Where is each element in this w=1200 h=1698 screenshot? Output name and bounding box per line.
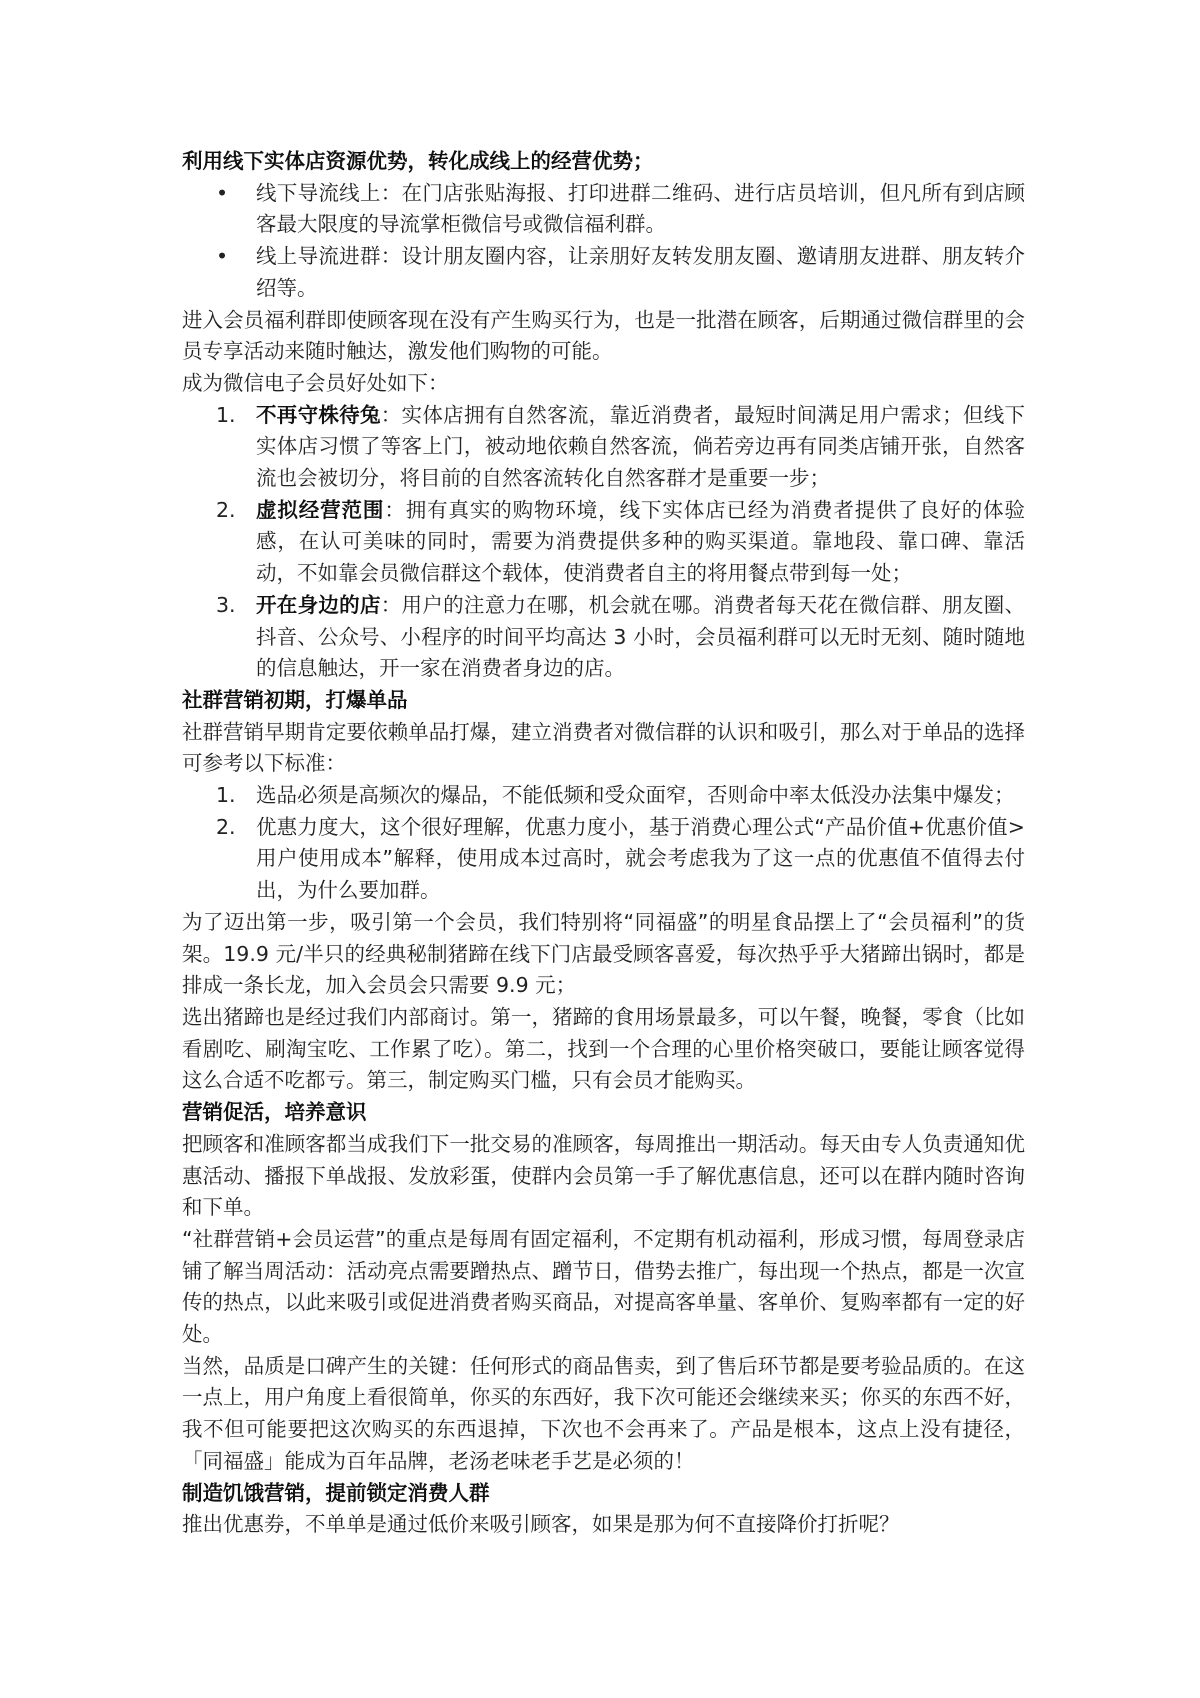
paragraph: 当然，品质是口碑产生的关键：任何形式的商品售卖，到了售后环节都是要考验品质的。在这一点上，用户角度上看很简单，你买的东西好，我下次可能还会继续来买；你买的东西不好，我不但可能要把这次购买的东西退掉，下次也不会再来了。产品是根本，这点上没有捷径，「同福盛」能成为百年品牌，老汤老味老手艺是必须的！ [182, 1353, 1025, 1473]
bullet-icon: • [216, 180, 229, 205]
heading-offline-advantage: 利用线下实体店资源优势，转化成线上的经营优势； [182, 149, 654, 173]
list-item-text: 优惠力度大，这个很好理解，优惠力度小，基于消费心理公式“产品价值+优惠价值>用户使用成本”解释，使用成本过高时，就会考虑我为了这一点的优惠值不值得去付出，为什么要加群。 [256, 814, 1025, 903]
paragraph: 为了迈出第一步，吸引第一个会员，我们特别将“同福盛”的明星食品摆上了“会员福利”的货架。19.9 元/半只的经典秘制猪蹄在线下门店最受顾客喜爱，每次热乎乎大猪蹄出锅时，都是排成一条长龙，加入会员会只需要 9.9 元； [182, 909, 1025, 998]
paragraph: 选出猪蹄也是经过我们内部商讨。第一，猪蹄的食用场景最多，可以午餐，晚餐，零食（比如看剧吃、刷淘宝吃、工作累了吃）。第二，找到一个合理的心里价格突破口，要能让顾客觉得这么合适不吃都亏。第三，制定购买门槛，只有会员才能购买。 [182, 1004, 1025, 1093]
list-item-title: 不再守株待兔 [256, 402, 381, 427]
heading-early-marketing: 社群营销初期，打爆单品 [182, 687, 408, 712]
paragraph: 把顾客和准顾客都当成我们下一批交易的准顾客，每周推出一期活动。每天由专人负责通知优惠活动、播报下单战报、发放彩蛋，使群内会员第一手了解优惠信息，还可以在群内随时咨询和下单。 [182, 1131, 1025, 1220]
list-item [182, 780, 1025, 812]
list-item [182, 495, 1025, 590]
document-page [182, 146, 1025, 1541]
list-item-text: ：用户的注意力在哪，机会就在哪。消费者每天花在微信群、朋友圈、抖音、公众号、小程序的时间平均高达 3 小时，会员福利群可以无时无刻、随时随地的信息触达，开一家在消费者身边的店。 [256, 592, 1025, 681]
list-item-title: 虚拟经营范围 [256, 497, 385, 522]
list-item [182, 590, 1025, 685]
list-item-text: 选品必须是高频次的爆品，不能低频和受众面窄，否则命中率太低没办法集中爆发； [256, 783, 1015, 808]
list-item [182, 812, 1025, 907]
paragraph: 进入会员福利群即使顾客现在没有产生购买行为，也是一批潜在顾客，后期通过微信群里的会员专享活动来随时触达，激发他们购物的可能。 [182, 307, 1025, 364]
benefits-list [182, 400, 1025, 685]
list-number: 2. [216, 497, 236, 522]
paragraph: “社群营销+会员运营”的重点是每周有固定福利，不定期有机动福利，形成习惯，每周登录店铺了解当周活动：活动亮点需要蹭热点、蹭节日，借势去推广，每出现一个热点，都是一次宣传的热点，以此来吸引或促进消费者购买商品，对提高客单量、客单价、复购率都有一定的好处。 [182, 1226, 1025, 1347]
heading-hunger-marketing: 制造饥饿营销，提前锁定消费人群 [182, 1480, 490, 1505]
list-number: 2. [216, 814, 236, 839]
list-number: 1. [216, 402, 236, 427]
list-number: 3. [216, 592, 236, 617]
heading-activation: 营销促活，培养意识 [182, 1100, 367, 1125]
list-item-text: ：实体店拥有自然客流，靠近消费者，最短时间满足用户需求；但线下实体店习惯了等客上门，被动地依赖自然客流，倘若旁边再有同类店铺开张，自然客流也会被切分，将目前的自然客流转化自然客群才是重要一步； [256, 402, 1025, 491]
bullet-list [182, 178, 1025, 305]
list-item-title: 开在身边的店 [256, 592, 381, 617]
list-number: 1. [216, 783, 236, 808]
bullet-icon: • [216, 244, 229, 269]
list-item [182, 400, 1025, 495]
paragraph: 成为微信电子会员好处如下： [182, 370, 449, 395]
list-item-text: 线下导流线上：在门店张贴海报、打印进群二维码、进行店员培训，但凡所有到店顾客最大限度的导流掌柜微信号或微信福利群。 [256, 180, 1025, 237]
paragraph: 社群营销早期肯定要依赖单品打爆，建立消费者对微信群的认识和吸引，那么对于单品的选择可参考以下标准： [182, 719, 1025, 776]
paragraph: 推出优惠券，不单单是通过低价来吸引顾客，如果是那为何不直接降价打折呢？ [182, 1512, 900, 1537]
criteria-list [182, 780, 1025, 907]
list-item-text: 线上导流进群：设计朋友圈内容，让亲朋好友转发朋友圈、邀请朋友进群、朋友转介绍等。 [256, 244, 1025, 300]
list-item [182, 241, 1025, 304]
list-item [182, 178, 1025, 241]
list-item-text: ：拥有真实的购物环境，线下实体店已经为消费者提供了良好的体验感，在认可美味的同时，需要为消费提供多种的购买渠道。靠地段、靠口碑、靠活动，不如靠会员微信群这个载体，使消费者自主的将用餐点带到每一处； [256, 497, 1026, 586]
